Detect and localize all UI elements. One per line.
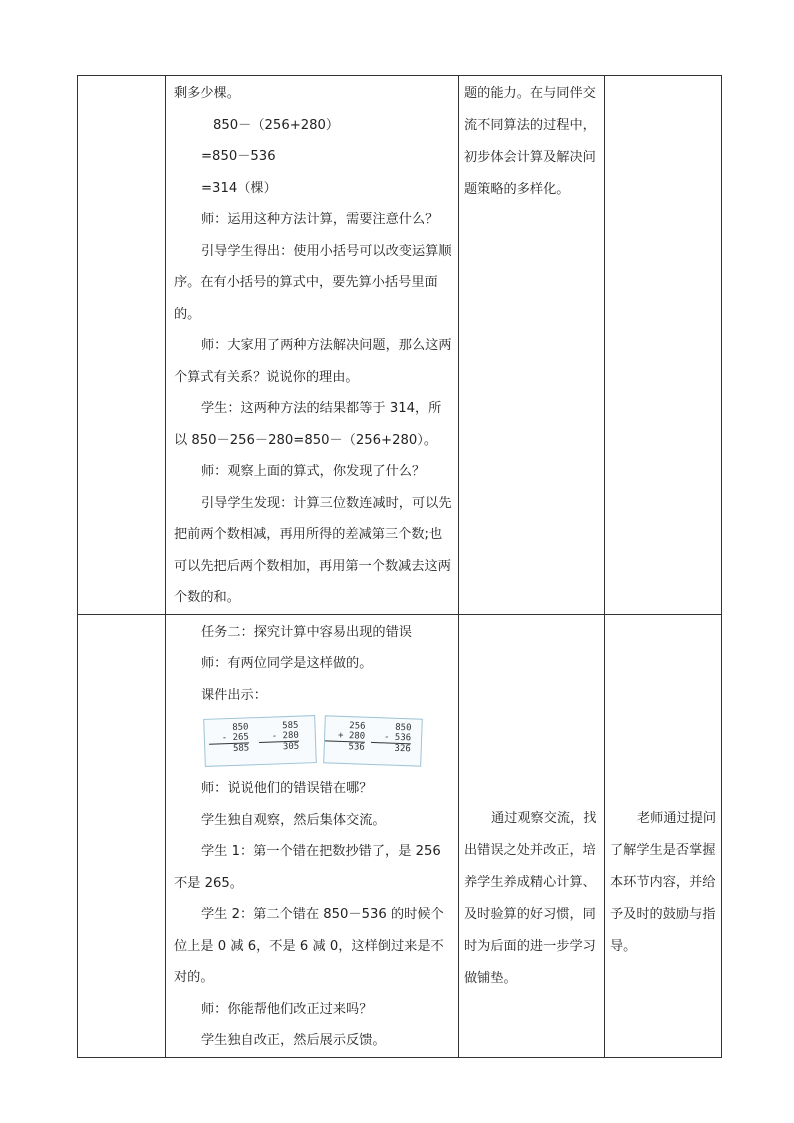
task-title: 任务二：探究计算中容易出现的错误 — [201, 624, 412, 640]
calc-digit: + 280 — [337, 730, 366, 742]
evaluation-cell — [605, 76, 722, 615]
process-cell — [166, 76, 459, 615]
process-text: 学生：这两种方法的结果都等于 314，所以 850－256－280=850－（256+280）。 — [174, 401, 442, 448]
process-text: 师：观察上面的算式，你发现了什么？ — [201, 464, 426, 479]
courseware-image — [204, 713, 452, 767]
process-text: 引导学生发现：计算三位数连减时，可以先把前两个数相减，再用所得的差减第三个数;也可以先把后两个数相加，再用第一个数减去这两个数的和。 — [174, 495, 452, 605]
process-text: 引导学生得出：使用小括号可以改变运算顺序。在有小括号的算式中，要先算小括号里面的。 — [174, 243, 452, 322]
intent-text: 题的能力。在与同伴交流不同算法的过程中，初步体会计算及解决问题策略的多样化。 — [464, 86, 596, 197]
process-text: 课件出示： — [201, 687, 267, 703]
calc-result: 585 — [209, 742, 249, 754]
process-text: 师：运用这种方法计算，需要注意什么？ — [201, 212, 439, 227]
lesson-plan-table — [77, 75, 722, 1058]
table-row — [78, 614, 722, 1057]
process-text: 学生 1：第一个错在把数抄错了，是 256 不是 265。 — [174, 844, 441, 891]
calc-digit: 585 — [282, 720, 299, 732]
process-text: 师：说说他们的错误错在哪？ — [201, 781, 373, 796]
calc-digit: 850 — [232, 722, 249, 733]
evaluation-cell — [605, 614, 722, 1057]
process-text: 师：大家用了两种方法解决问题，那么这两个算式有关系？说说你的理由。 — [174, 338, 452, 385]
process-text: 学生独自观察，然后集体交流。 — [201, 812, 386, 828]
calc-digit: 256 — [349, 721, 366, 732]
intent-cell — [459, 614, 605, 1057]
formula-line: 850－（256+280） — [213, 117, 340, 133]
worksheet-card — [323, 715, 423, 766]
process-text: 师：有两位同学是这样做的。 — [201, 656, 373, 671]
calc-digit: 850 — [395, 722, 412, 734]
worksheet-card — [203, 715, 317, 767]
formula-line: =850－536 — [201, 149, 276, 164]
formula-line: =314（棵） — [201, 180, 277, 196]
intent-text: 通过观察交流，找出错误之处并改正，培养学生养成精心计算、及时验算的好习惯，同时为后面的进一步学习做铺垫。 — [464, 810, 597, 986]
evaluation-text: 老师通过提问了解学生是否掌握本环节内容，并给予及时的鼓励与指导。 — [610, 810, 717, 954]
process-text: 剩多少棵。 — [174, 86, 240, 101]
process-text: 师：你能帮他们改正过来吗？ — [201, 1001, 373, 1017]
calc-result: 305 — [259, 741, 299, 753]
calc-result: 326 — [371, 742, 411, 754]
calc-result: 536 — [325, 740, 365, 752]
calc-digit: - 280 — [271, 730, 300, 742]
process-text: 学生独自改正，然后展示反馈。 — [201, 1033, 386, 1048]
stage-cell — [78, 76, 166, 615]
process-cell — [166, 614, 459, 1057]
stage-cell — [78, 614, 166, 1057]
process-text: 学生 2：第二个错在 850－536 的时候个位上是 0 减 6，不是 6 减 0，这样倒过来是不对的。 — [174, 907, 444, 985]
intent-cell — [459, 76, 605, 615]
table-row — [78, 76, 722, 615]
calc-digit: - 265 — [221, 732, 250, 744]
calc-digit: - 536 — [383, 732, 412, 744]
